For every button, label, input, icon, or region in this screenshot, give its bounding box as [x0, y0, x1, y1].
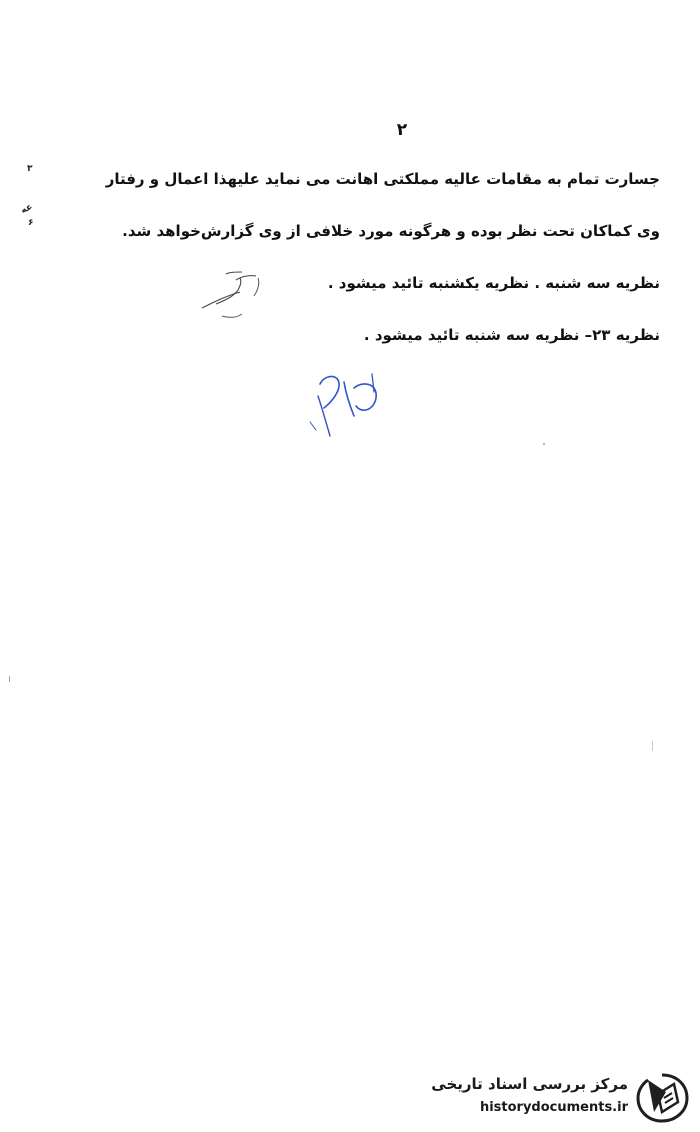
- text-line-1: جسارت تمام به مقامات عالیه مملکتی اهانت می نماید علیهذا اعمال و رفتار: [105, 170, 660, 188]
- margin-note-1: ۳: [27, 164, 33, 174]
- handwritten-number-mark: [306, 366, 392, 444]
- paper-speck: [543, 443, 545, 445]
- margin-note-3: ۶: [28, 218, 34, 228]
- watermark-title: مرکز بررسی اسناد تاریخی: [431, 1075, 628, 1093]
- signature-scribble: [196, 266, 266, 322]
- paper-speck: [9, 676, 10, 682]
- margin-note-2: عه: [19, 202, 35, 216]
- text-line-4: نظریه ۲۳– نظریه سه شنبه تائید میشود .: [363, 326, 660, 344]
- text-line-2: وی کماکان تحت نظر بوده و هرگونه مورد خلافی از وی گزارش‌خواهد شد.: [122, 222, 660, 240]
- text-line-3: نظریه سه شنبه . نظریه یکشنبه تائید میشود .: [327, 274, 660, 292]
- archive-logo-icon: [634, 1072, 690, 1124]
- watermark-url: historydocuments.ir: [479, 1100, 628, 1115]
- page-number: ۲: [396, 120, 408, 140]
- archive-watermark: [412, 1072, 692, 1124]
- paper-speck: [652, 741, 653, 751]
